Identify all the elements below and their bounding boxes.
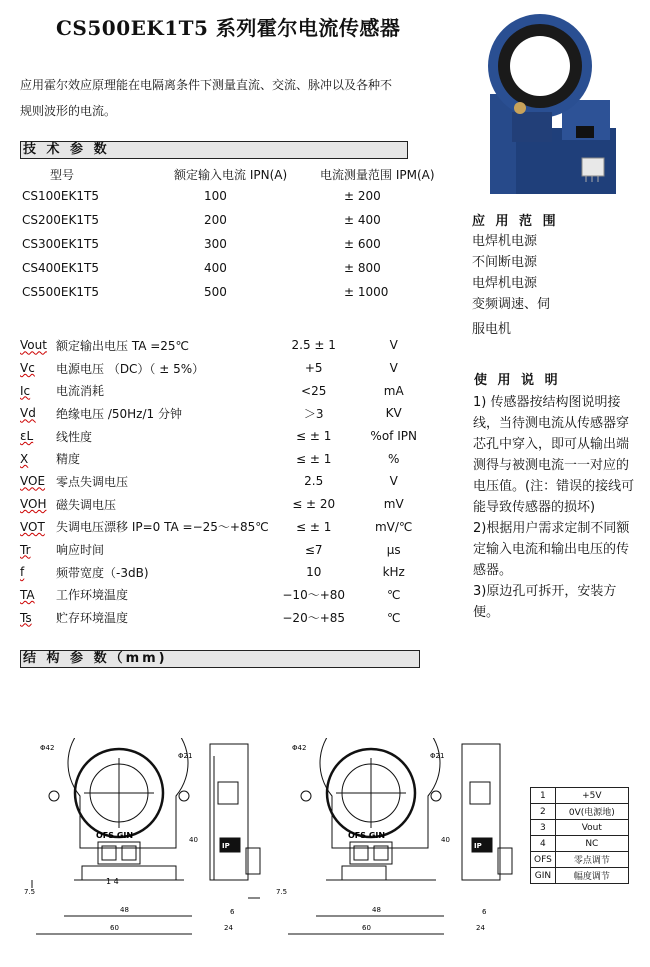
dim6-label: 6 — [230, 908, 235, 916]
param-name-text: 电流消耗 — [56, 384, 105, 399]
param-unit — [359, 516, 429, 539]
param-name-text: 失调电压漂移 IP=0 TA =−25～+85℃ — [56, 520, 269, 535]
param-name-text: 精度 — [56, 452, 81, 467]
param-symbol-text: Vd — [20, 406, 36, 421]
application-item: 服电机 — [472, 322, 512, 337]
usage-item-3: 3)原边孔可拆开，安装方便。 — [473, 584, 617, 620]
usage-item-1: 1) 传感器按结构图说明接线，当待测电流从传感器穿芯孔中穿入，即可从输出端测得与被测电流一一对应的电压值。(注：错误的接线可能导致传感器的损坏) — [473, 395, 635, 515]
param-value-text: 2.5 ± 1 — [291, 338, 336, 353]
param-value — [269, 516, 359, 539]
pin-number: 4 — [531, 836, 556, 852]
param-name-text: 磁失调电压 — [56, 497, 117, 512]
dia21-label: Φ21 — [178, 752, 193, 760]
param-value — [269, 470, 359, 493]
rated-cell: 500 — [204, 285, 227, 299]
param-unit — [359, 584, 429, 607]
table-row — [22, 280, 435, 304]
ofs-gin-label: OFS GIN — [96, 831, 134, 840]
param-name — [56, 357, 269, 380]
param-unit-text: % — [388, 451, 400, 466]
param-unit — [359, 606, 429, 629]
rated-cell: 100 — [204, 189, 227, 203]
params-table — [20, 334, 429, 629]
param-value-text: ≤7 — [304, 542, 323, 557]
param-unit — [359, 357, 429, 380]
param-unit — [359, 379, 429, 402]
dimension-drawing-right — [276, 738, 526, 953]
param-name — [56, 425, 269, 448]
pin-function: 零点调节 — [555, 852, 628, 868]
param-unit-text: V — [389, 474, 398, 489]
dim48-label: 48 — [120, 906, 129, 914]
param-unit — [359, 402, 429, 425]
intro-text: 应用霍尔效应原理能在电隔离条件下测量直流、交流、脉冲以及各种不规则波形的电流。 — [20, 78, 393, 118]
pin-number: 1 — [531, 788, 556, 804]
pin-row — [531, 820, 629, 836]
param-row — [20, 606, 429, 629]
param-symbol — [20, 379, 56, 402]
param-symbol — [20, 447, 56, 470]
col-model: 型号 — [50, 167, 75, 182]
param-value-text: −10～+80 — [282, 588, 346, 603]
dim75-label: 7.5 — [24, 888, 36, 896]
param-name-text: 工作环境温度 — [56, 588, 129, 603]
param-value — [269, 425, 359, 448]
range-cell: ± 200 — [344, 189, 381, 203]
param-unit-text: V — [389, 338, 398, 353]
ip-label: IP — [222, 842, 230, 850]
application-section — [472, 210, 559, 340]
param-symbol — [20, 538, 56, 561]
param-name — [56, 334, 269, 357]
param-symbol — [20, 425, 56, 448]
dia21-label: Φ21 — [430, 752, 445, 760]
dim60-label: 60 — [110, 924, 119, 932]
param-value — [269, 538, 359, 561]
param-name-text: 线性度 — [56, 429, 93, 444]
col-rated-current: 额定输入电流 IPN(A) — [174, 167, 288, 182]
page-title: CS500EK1T5 系列霍尔电流传感器 — [56, 16, 401, 40]
ip-label: IP — [474, 842, 482, 850]
pin-function: 幅度调节 — [555, 868, 628, 884]
param-value-text: ≤ ± 1 — [296, 429, 332, 444]
range-cell: ± 600 — [344, 237, 381, 251]
param-name — [56, 447, 269, 470]
col-range: 电流测量范围 IPM(A) — [320, 167, 435, 182]
param-row — [20, 357, 429, 380]
param-unit-text: mV/℃ — [374, 519, 413, 534]
param-value-text: ＞3 — [303, 406, 324, 421]
param-value — [269, 357, 359, 380]
param-name — [56, 402, 269, 425]
rated-cell: 400 — [204, 261, 227, 275]
dia42-label: Φ42 — [292, 744, 307, 752]
param-value — [269, 379, 359, 402]
param-symbol-text: VOE — [20, 474, 46, 489]
rated-cell: 200 — [204, 213, 227, 227]
param-row — [20, 425, 429, 448]
param-symbol-text: VOT — [20, 519, 45, 534]
param-row — [20, 334, 429, 357]
param-unit-text: ℃ — [386, 587, 401, 602]
param-symbol — [20, 402, 56, 425]
pin-row — [531, 868, 629, 884]
param-symbol-text: Tr — [20, 542, 31, 557]
param-value-text: ≤ ± 20 — [292, 497, 336, 512]
pin-function: NC — [555, 836, 628, 852]
pin-function: Vout — [555, 820, 628, 836]
param-row — [20, 584, 429, 607]
param-value — [269, 447, 359, 470]
rated-cell: 300 — [204, 237, 227, 251]
param-value — [269, 584, 359, 607]
pin-row — [531, 788, 629, 804]
param-unit-text: V — [389, 361, 398, 376]
param-symbol-text: f — [20, 565, 25, 580]
param-value — [269, 606, 359, 629]
product-photo — [476, 8, 636, 198]
param-symbol-text: TA — [20, 587, 35, 602]
param-name — [56, 584, 269, 607]
param-unit-text: μs — [386, 542, 401, 557]
model-cell: CS400EK1T5 — [22, 261, 99, 275]
dimension-drawing-left — [24, 738, 274, 953]
range-cell: ± 800 — [344, 261, 381, 275]
range-cell: ± 1000 — [344, 285, 389, 299]
dim60-label: 60 — [362, 924, 371, 932]
dim48-label: 48 — [372, 906, 381, 914]
model-cell: CS200EK1T5 — [22, 213, 99, 227]
param-symbol-text: Vc — [20, 361, 35, 376]
application-item: 电焊机电源 — [472, 276, 538, 291]
param-name — [56, 493, 269, 516]
dim40-label: 40 — [189, 836, 198, 844]
param-unit — [359, 470, 429, 493]
pin-row — [531, 836, 629, 852]
param-row — [20, 447, 429, 470]
param-unit — [359, 561, 429, 584]
param-unit — [359, 538, 429, 561]
param-unit-text: %of IPN — [370, 429, 417, 444]
pin-number: GIN — [531, 868, 556, 884]
param-value — [269, 561, 359, 584]
param-name — [56, 561, 269, 584]
param-symbol — [20, 470, 56, 493]
param-value — [269, 493, 359, 516]
param-unit — [359, 334, 429, 357]
param-value-text: 2.5 — [304, 474, 324, 489]
table-row — [22, 256, 435, 280]
param-symbol — [20, 561, 56, 584]
param-symbol-text: Ic — [20, 383, 31, 398]
ofs-gin-label: OFS GIN — [348, 831, 386, 840]
usage-text — [473, 392, 641, 623]
pin-label: 1 4 — [106, 877, 119, 886]
range-cell: ± 400 — [344, 213, 381, 227]
param-value-text: 10 — [306, 565, 322, 580]
structure-section-header: 结 构 参 数（mm) — [20, 650, 420, 668]
pin-row — [531, 852, 629, 868]
param-name-text: 贮存环境温度 — [56, 611, 129, 626]
param-symbol — [20, 606, 56, 629]
param-name — [56, 606, 269, 629]
param-unit — [359, 425, 429, 448]
usage-item-2: 2)根据用户需求定制不同额定输入电流和输出电压的传感器。 — [473, 521, 630, 578]
pin-function: +5V — [555, 788, 628, 804]
pin-table — [530, 787, 629, 884]
dim40-label: 40 — [441, 836, 450, 844]
table-row — [22, 232, 435, 256]
param-symbol-text: Ts — [20, 610, 32, 625]
tech-section-header: 技 术 参 数 — [20, 141, 408, 159]
param-name-text: 响应时间 — [56, 543, 105, 558]
param-value — [269, 402, 359, 425]
param-name-text: 电源电压 （DC）（ ± 5%） — [56, 361, 205, 376]
param-unit-text: kHz — [382, 565, 405, 580]
param-name-text: 频带宽度（-3dB) — [56, 565, 149, 580]
model-cell: CS300EK1T5 — [22, 237, 99, 251]
param-symbol — [20, 516, 56, 539]
param-symbol — [20, 493, 56, 516]
param-name — [56, 516, 269, 539]
param-row — [20, 402, 429, 425]
param-symbol — [20, 584, 56, 607]
param-unit-text: KV — [385, 406, 402, 421]
param-value-text: ≤ ± 1 — [296, 519, 332, 534]
param-name-text: 零点失调电压 — [56, 474, 129, 489]
param-symbol-text: Vout — [20, 338, 47, 353]
pin-number: 3 — [531, 820, 556, 836]
table-row — [22, 184, 435, 208]
application-heading: 应 用 范 围 — [472, 214, 559, 229]
param-symbol-text: X — [20, 451, 29, 466]
param-name — [56, 470, 269, 493]
param-name — [56, 538, 269, 561]
param-value-text: +5 — [304, 361, 323, 376]
param-value-text: −20～+85 — [282, 611, 346, 626]
param-symbol — [20, 334, 56, 357]
param-unit — [359, 447, 429, 470]
param-name — [56, 379, 269, 402]
param-value — [269, 334, 359, 357]
param-name-text: 绝缘电压 /50Hz/1 分钟 — [56, 406, 182, 421]
param-value-text: ≤ ± 1 — [296, 451, 332, 466]
usage-heading: 使 用 说 明 — [474, 373, 561, 388]
application-item: 电焊机电源 — [472, 234, 538, 249]
param-row — [20, 561, 429, 584]
dim75-label: 7.5 — [276, 888, 288, 896]
param-symbol-text: εL — [20, 429, 34, 444]
models-table — [22, 164, 435, 304]
param-row — [20, 516, 429, 539]
param-unit-text: ℃ — [386, 610, 401, 625]
param-row — [20, 538, 429, 561]
model-cell: CS500EK1T5 — [22, 285, 99, 299]
models-table-header — [22, 164, 435, 184]
dia42-label: Φ42 — [40, 744, 55, 752]
param-unit-text: mA — [383, 383, 404, 398]
dim6-label: 6 — [482, 908, 487, 916]
dim24-label: 24 — [476, 924, 485, 932]
pin-function: 0V(电源地) — [555, 804, 628, 820]
param-row — [20, 470, 429, 493]
model-cell: CS100EK1T5 — [22, 189, 99, 203]
param-value-text: <25 — [301, 383, 327, 398]
param-unit-text: mV — [383, 497, 404, 512]
param-name-text: 额定输出电压 TA =25℃ — [56, 338, 190, 353]
table-row — [22, 208, 435, 232]
param-unit — [359, 493, 429, 516]
application-item: 不间断电源 — [472, 255, 538, 270]
pin-row — [531, 804, 629, 820]
param-row — [20, 379, 429, 402]
pin-number: OFS — [531, 852, 556, 868]
application-item: 变频调速、伺 — [472, 297, 551, 312]
param-symbol-text: VOH — [20, 497, 47, 512]
dim24-label: 24 — [224, 924, 233, 932]
pin-number: 2 — [531, 804, 556, 820]
param-row — [20, 493, 429, 516]
param-symbol — [20, 357, 56, 380]
